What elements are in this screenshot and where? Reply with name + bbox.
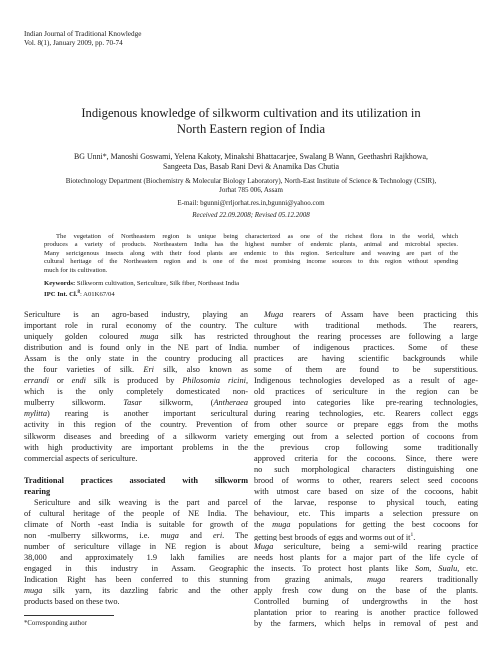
text-line: activity in this region of the country. Prevention of [24,420,248,430]
text-line: Controlled burning of undergrowths in the host [254,597,478,607]
affiliation-line: Biotechnology Department (Biochemistry & Molecular Biology Laboratory), North-East Institute of Science & Technology (CSIR), [65,177,437,185]
text-line: silkworm diseases and breeding of a silkworm variety [24,431,248,441]
heading-line: Traditional practices associated with silkworm [24,475,248,485]
text-line: engaged in this industry in Assam. Geographic [24,564,248,574]
text-line: old practices of sericulture in the region can be [254,387,478,397]
text-line: approved criteria for the cocoons. Since, there were [254,453,478,463]
abstract-line: Many sericigenous insects along with their food plants are endemic to this region. Sericulture and weaving are part of the [44,249,458,257]
authors-line: BG Unni*, Manoshi Goswami, Yelena Kakoty, Minakshi Bhattacarjee, Swalang B Wann, Geethashri Rajkhowa, [74,152,428,161]
text-line: uniquely golden coloured muga silk has restricted [24,332,248,342]
abstract-line: The vegetation of Northeastern region is unique being characterized as one of the richest flora in the world, which [56,233,458,240]
text-line: during rearing technologies, etc. Rearers collect eggs [254,409,478,419]
ipc-classification [44,289,115,300]
text-line: number of sericulture village in NE region is about [24,541,248,551]
text-line: from other source or prepare eggs from the moths [254,420,478,430]
affiliation-line: Jorhat 785 006, Assam [219,186,283,194]
text-line: Assam is the only state in the country producing all [24,354,248,364]
abstract-line: cultural heritage of the Northeastern region and is one of the most promising income sources to this region without spending [44,258,458,266]
text-line: Muga sericulture, being a semi-wild rearing practice [254,541,478,551]
text-line: Sericulture is an agro-based industry, playing an [24,310,248,319]
text-line: mulberry silkworm. Tasar silkworm, (Antheraea [24,398,248,408]
left-column [24,309,248,607]
keywords-label: Keywords: [44,280,76,287]
text-line: the muga populations for getting the best cocoons for [254,519,478,529]
abstract [44,233,458,275]
text-line: with high productivity are important problems in the [24,442,248,452]
text-line: muga silk yarn, its dazzling fabric and the other [24,586,248,596]
text-line: plantation prior to rearing is another practice followed [254,608,478,618]
text-line: the previous crop following some traditionally [254,442,478,452]
contact-email: E-mail: bgunni@rrljorhat.res.in,bgunni@yahoo.com [177,199,325,207]
text-line: Muga rearers of Assam have been practicing this [264,310,478,319]
journal-issue: Vol. 8(1), January 2009, pp. 70-74 [24,39,123,47]
text-line: important role in rural economy of the country. The [24,321,248,331]
text-line: the insects. To protect host plants like Som, Sualu, etc. [254,564,478,574]
text-line: behaviour, etc. This imparts a selection pressure on [254,508,478,518]
text-line: the four varieties of silk. Eri silk, also known as [24,365,248,375]
text-line: from grazing animals, muga rearers traditionally [254,575,478,585]
keywords [44,280,239,288]
authors-line: Sangeeta Das, Basab Rani Devi & Anamika Das Chutia [163,162,339,172]
keywords-text: Silkworm cultivation, Sericulture, Silk fiber, Northeast India [75,280,240,287]
footnote-rule [24,615,114,616]
affiliation [20,177,482,195]
footnote: *Corresponding author [24,620,87,627]
text-line: culture with traditional methods. The rearers, [254,321,478,331]
text-line: Indication Right has been conferred to this stunning [24,575,248,585]
text-line: with utmost care based on size of the cocoons, habit [254,486,478,496]
journal-name: Indian Journal of Traditional Knowledge [24,30,142,38]
abstract-line: much for its cultivation. [44,266,108,274]
text-line: emerging out from a selected portion of cocoons from [254,431,478,441]
text-line: Indigenous technologies developed as a result of age- [254,376,478,386]
text-line: of cultural heritage of the people of NE India. The [24,508,248,518]
text-line: getting best broods of eggs and worms out of $it^1$. [254,531,416,541]
text-line: products based on these two. [24,597,120,607]
title-line: North Eastern region of India [176,121,326,136]
text-line: throughout the rearing processes are following a large [254,332,478,342]
author-list [20,152,482,172]
text-line: 38,000 and approximately 1.9 lakh families are [24,552,248,562]
text-line: which is the only completely domesticated non- [24,387,248,397]
text-line: grouped into categories like pre-rearing technologies, [254,398,478,408]
text-line: non -mulberry silkworms, i.e. muga and eri. The [24,530,248,540]
right-column [254,309,478,629]
text-line: brood of worms to other, rearers select seed cocoons [254,475,478,485]
text-line: mylitta) rearing is another important sericultural [24,409,248,419]
text-line: needs host plants for a major part of the life cycle of [254,553,478,563]
text-line: practices are having scientific backgrounds while [254,354,478,364]
body-paragraph [254,309,478,541]
intro-paragraph [24,309,248,464]
journal-header [24,30,141,48]
text-line: number of indigenous practices. Some of these [254,343,478,353]
text-line: by the farmers, which helps in removal of pest and [254,619,478,629]
section-paragraph [24,497,248,607]
ipc-code: : A01K67/04 [79,291,115,299]
ipc-label: IPC Int. Cl. [44,291,78,299]
text-line: of the larvae, response to physical touch, eating [254,497,478,507]
text-line: errandi or endi silk is produced by Philosomia ricini, [24,376,248,386]
heading-line: rearing [24,486,51,496]
text-line: climate of North -east India is suitable for growth of [24,519,248,529]
body-paragraph [254,541,478,629]
ipc-superscript: 8 [77,290,80,295]
received-dates: Received 22.09.2008; Revised 05.12.2008 [192,211,310,219]
text-line: commercial aspects of sericulture. [24,453,138,463]
title-line: Indigenous knowledge of silkworm cultivation and its utilization in [81,106,421,120]
text-line: Sericulture and silk weaving is the part and parcel [34,497,248,507]
abstract-line: produces a variety of products. Northeastern India has the highest number of endemic plants, animal and microbial species. [44,241,458,249]
text-line: some of them are found to be superstitious. [254,365,478,375]
paper-title [20,106,482,137]
text-line: distribution and is found only in the NE part of India. [24,343,248,353]
section-heading [24,475,248,497]
text-line: no such morphological characters distinguishing one [254,464,478,474]
text-line: apply fresh cow dung on the base of the plants. [254,586,478,596]
